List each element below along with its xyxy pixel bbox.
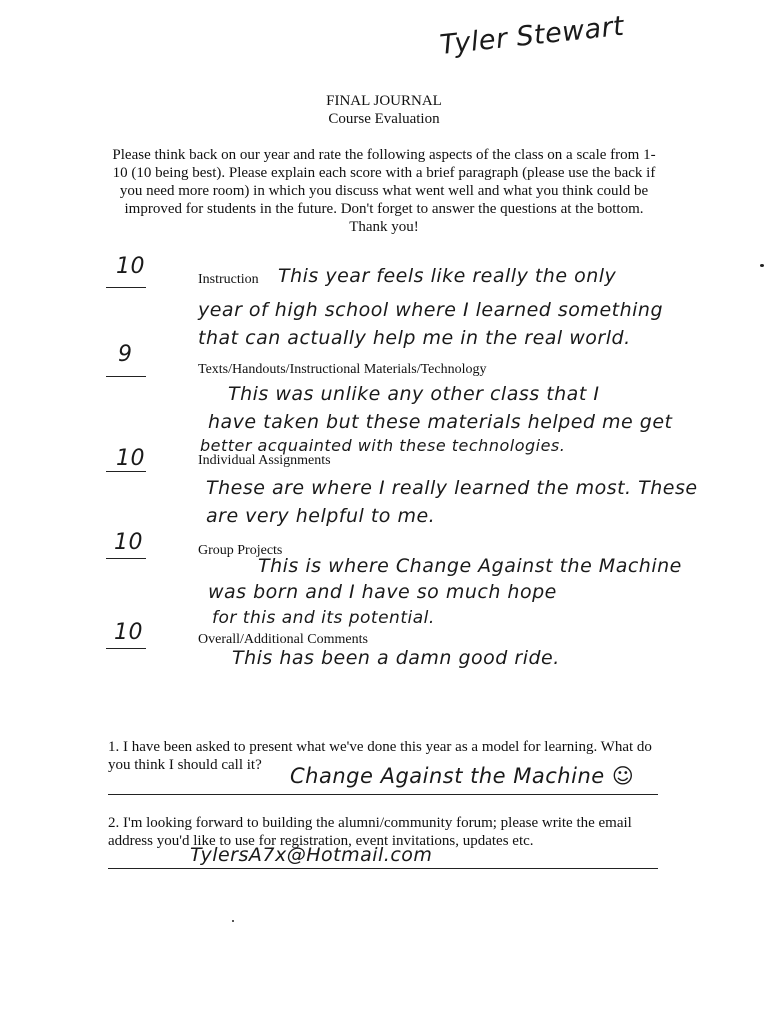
score-line [106, 648, 146, 649]
comment-line: for this and its potential. [212, 608, 435, 628]
signature: Tyler Stewart [438, 10, 626, 61]
comment-line: This has been a damn good ride. [232, 647, 560, 669]
score-line [106, 558, 146, 559]
question-2-answer: TylersA7x@Hotmail.com [190, 844, 433, 866]
score-line [106, 287, 146, 288]
score-line [106, 471, 146, 472]
comment-line: are very helpful to me. [206, 505, 436, 527]
question-2-text: 2. I'm looking forward to building the alumni/community forum; please write the email address you'd like to use for registration, event invitations, updates etc. [108, 815, 632, 849]
stray-mark [232, 920, 234, 922]
section-label-group-projects: Group Projects [198, 543, 283, 558]
section-label-materials: Texts/Handouts/Instructional Materials/Technology [198, 362, 487, 377]
question-1-text: 1. I have been asked to present what we've done this year as a model for learning. What do you think I should call it? [108, 739, 652, 773]
comment-line: This was unlike any other class that I [228, 383, 600, 405]
score-overall: 10 [114, 620, 143, 645]
score-individual-assignments: 10 [116, 446, 145, 471]
comment-line: that can actually help me in the real world. [198, 327, 631, 349]
comment-line: have taken but these materials helped me get [208, 411, 673, 433]
score-group-projects: 10 [114, 530, 143, 555]
comment-line: was born and I have so much hope [208, 581, 557, 603]
page-title: FINAL JOURNAL [326, 93, 442, 109]
score-instruction: 10 [116, 254, 145, 279]
stray-mark [760, 264, 764, 267]
section-label-overall: Overall/Additional Comments [198, 632, 368, 647]
answer-line [108, 794, 658, 795]
comment-line: This year feels like really the only [278, 265, 617, 287]
score-materials: 9 [118, 342, 133, 367]
section-label-individual-assignments: Individual Assignments [198, 453, 331, 468]
question-1-answer: Change Against the Machine ☺ [290, 764, 635, 788]
comment-line: These are where I really learned the most. These [206, 477, 698, 499]
answer-line [108, 868, 658, 869]
instructions-paragraph: Please think back on our year and rate the following aspects of the class on a scale from 1-10 (10 being best). Please explain each score with a brief paragraph (please use the back if you need more room) in which you discuss what went well and what you think could be improved for students in the future. Don't forget to answer the questions at the bottom. Thank you! [112, 147, 656, 235]
comment-line: year of high school where I learned something [198, 299, 664, 321]
section-label-instruction: Instruction [198, 272, 259, 287]
page-subtitle: Course Evaluation [328, 111, 440, 127]
score-line [106, 376, 146, 377]
comment-line: better acquainted with these technologies. [200, 436, 566, 455]
comment-line: This is where Change Against the Machine [258, 555, 682, 577]
